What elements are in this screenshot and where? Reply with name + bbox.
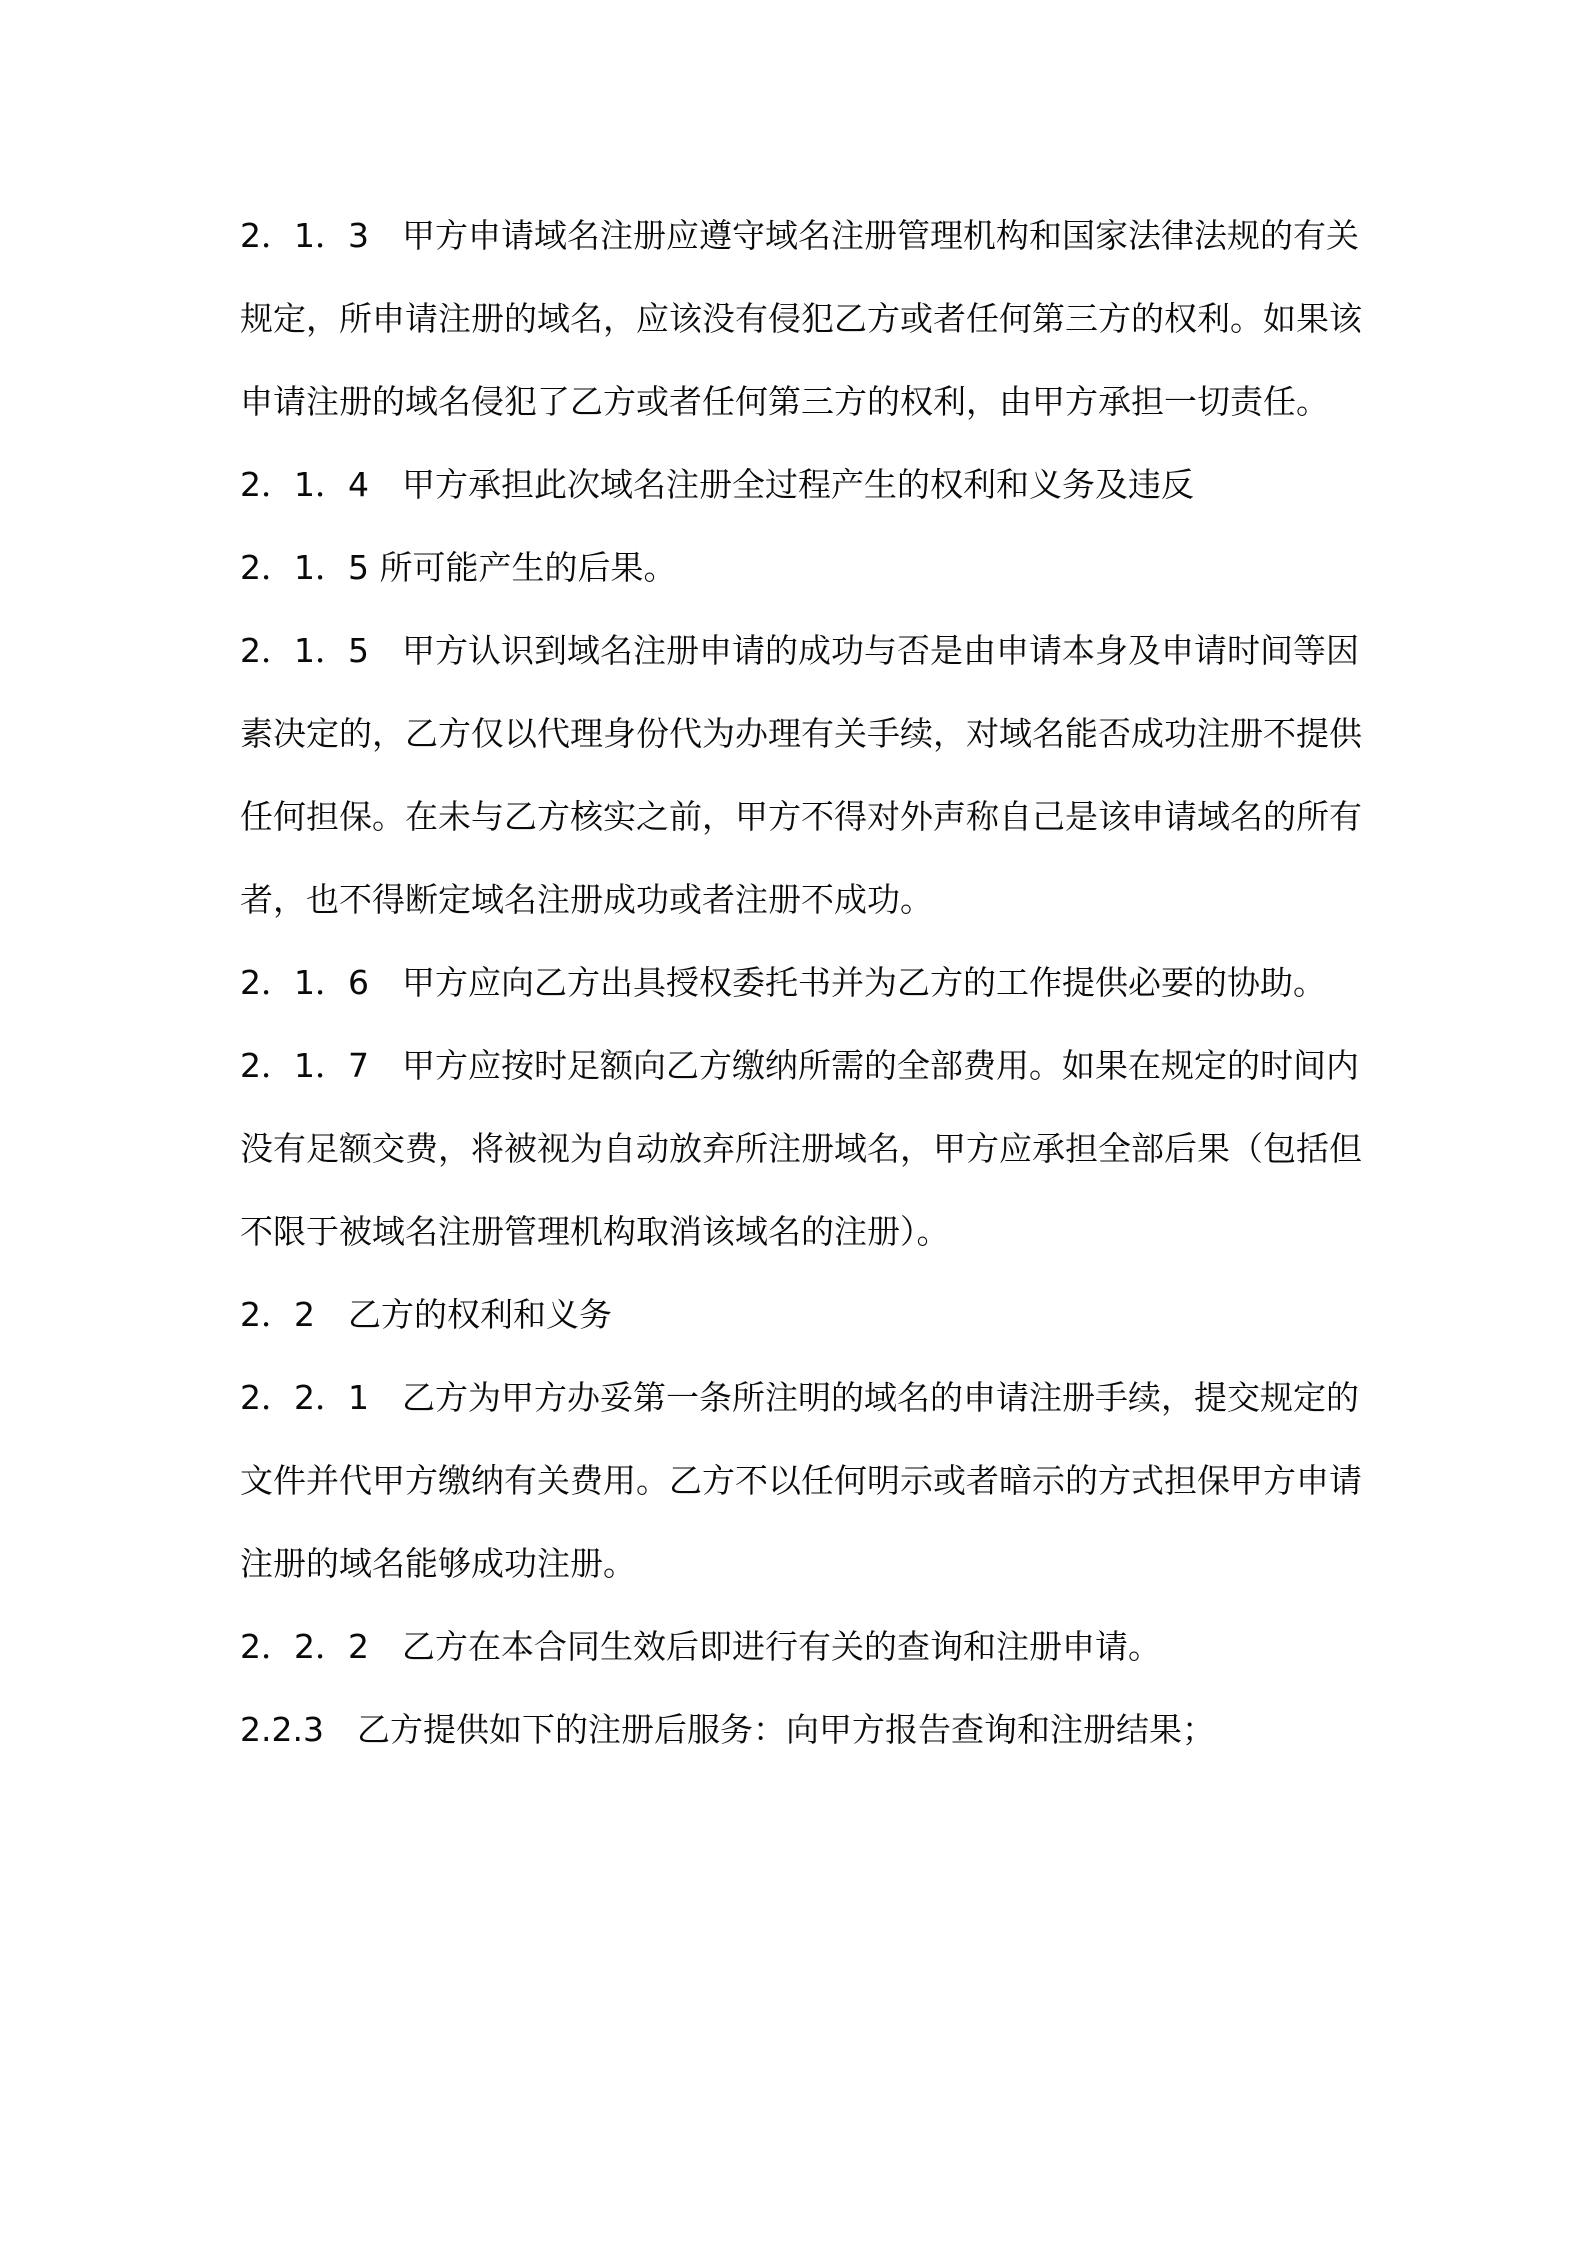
clause-2-1-5: 2．1．5 甲方认识到域名注册申请的成功与否是由申请本身及申请时间等因素决定的，乙方仅以代理身份代为办理有关手续，对域名能否成功注册不提供任何担保。在未与乙方核实之前，甲方不得对外声称自己是该申请域名的所有者，也不得断定域名注册成功或者注册不成功。: [240, 631, 1362, 919]
clause-2-1-3: 2．1．3 甲方申请域名注册应遵守域名注册管理机构和国家法律法规的有关规定，所申请注册的域名，应该没有侵犯乙方或者任何第三方的权利。如果该申请注册的域名侵犯了乙方或者任何第三方的权利，由甲方承担一切责任。: [240, 216, 1362, 421]
clause-2-2-3: 2.2.3 乙方提供如下的注册后服务：向甲方报告查询和注册结果；: [240, 1710, 1215, 1749]
clause-2-1-6: 2．1．6 甲方应向乙方出具授权委托书并为乙方的工作提供必要的协助。: [240, 963, 1326, 1002]
clause-2-2-1: 2．2．1 乙方为甲方办妥第一条所注明的域名的申请注册手续，提交规定的文件并代甲方缴纳有关费用。乙方不以任何明示或者暗示的方式担保甲方申请注册的域名能够成功注册。: [240, 1378, 1362, 1583]
document-page: [240, 194, 1370, 1771]
section-heading-2-2: 2．2 乙方的权利和义务: [240, 1295, 612, 1334]
clause-2-1-4: 2．1．4 甲方承担此次域名注册全过程产生的权利和义务及违反: [240, 465, 1194, 504]
clause-2-2-2: 2．2．2 乙方在本合同生效后即进行有关的查询和注册申请。: [240, 1627, 1161, 1666]
clause-2-1-4-continued: 2．1．5 所可能产生的后果。: [240, 548, 677, 587]
clause-2-1-7: 2．1．7 甲方应按时足额向乙方缴纳所需的全部费用。如果在规定的时间内没有足额交费，将被视为自动放弃所注册域名，甲方应承担全部后果（包括但不限于被域名注册管理机构取消该域名的注册）。: [240, 1046, 1362, 1251]
